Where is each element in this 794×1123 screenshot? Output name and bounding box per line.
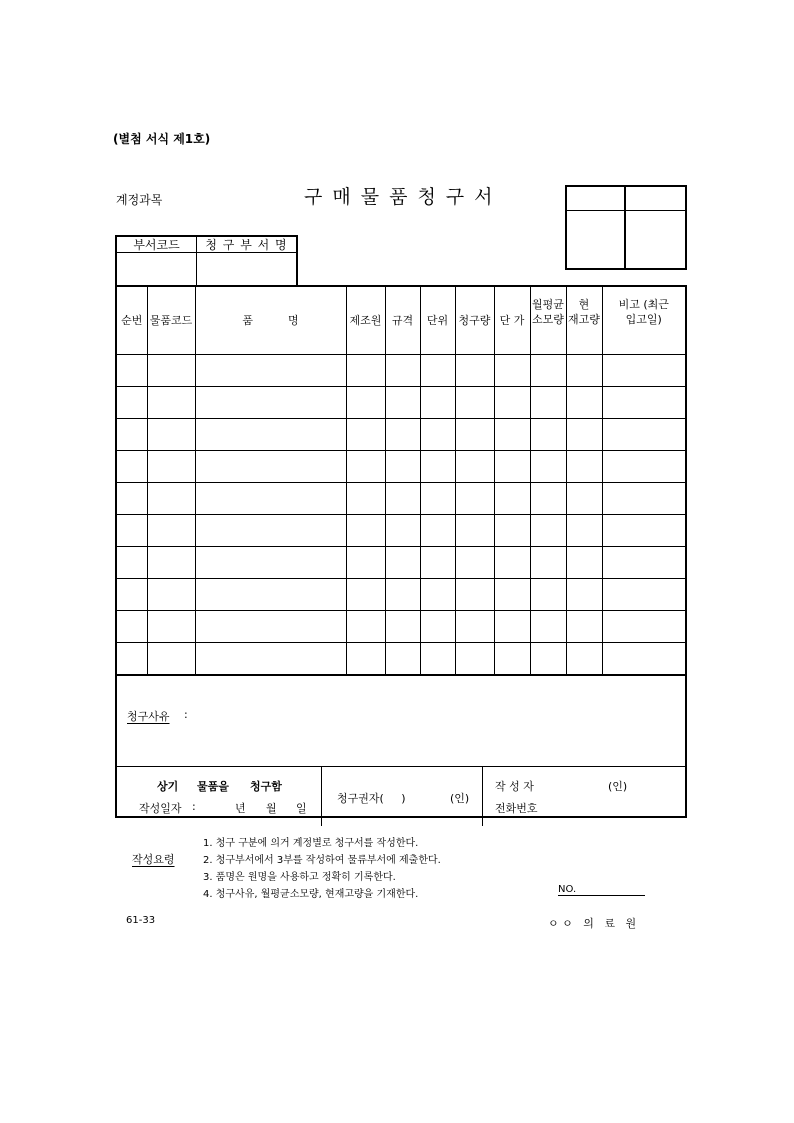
table-cell[interactable] <box>494 419 530 451</box>
date-colon: : <box>192 800 196 813</box>
table-cell[interactable] <box>602 611 685 643</box>
table-cell[interactable] <box>147 483 195 515</box>
table-cell[interactable] <box>566 451 602 483</box>
table-cell[interactable] <box>602 387 685 419</box>
date-year-unit: 년 <box>235 802 246 815</box>
table-cell[interactable] <box>195 483 346 515</box>
approval-sign-cell[interactable] <box>567 211 626 268</box>
table-cell[interactable] <box>195 643 346 675</box>
table-row <box>117 579 685 611</box>
table-cell[interactable] <box>494 355 530 387</box>
table-cell[interactable] <box>147 387 195 419</box>
table-cell[interactable] <box>566 643 602 675</box>
table-cell[interactable] <box>602 643 685 675</box>
table-cell[interactable] <box>566 483 602 515</box>
table-cell[interactable] <box>530 579 566 611</box>
table-cell[interactable] <box>195 387 346 419</box>
instruction-item: 3. 품명은 원명을 사용하고 정확히 기록한다. <box>203 872 396 883</box>
table-cell[interactable] <box>455 483 494 515</box>
col-header: 순번 <box>117 287 147 355</box>
table-cell[interactable] <box>455 355 494 387</box>
table-cell[interactable] <box>385 547 420 579</box>
table-row <box>117 387 685 419</box>
table-cell[interactable] <box>420 387 455 419</box>
table-cell[interactable] <box>566 387 602 419</box>
phone-label: 전화번호 <box>495 802 538 815</box>
table-cell[interactable] <box>117 387 147 419</box>
reason-section <box>117 675 685 766</box>
form-code: 61-33 <box>126 915 156 926</box>
col-header: 단 가 <box>494 287 530 355</box>
table-cell[interactable] <box>602 355 685 387</box>
instruction-item: 1. 청구 구분에 의거 계정별로 청구서를 작성한다. <box>203 838 419 849</box>
table-cell[interactable] <box>385 611 420 643</box>
table-cell[interactable] <box>602 419 685 451</box>
table-cell[interactable] <box>455 547 494 579</box>
table-cell[interactable] <box>346 515 385 547</box>
table-cell[interactable] <box>385 451 420 483</box>
date-label: 작성일자 <box>139 802 182 815</box>
table-cell[interactable] <box>420 483 455 515</box>
table-cell[interactable] <box>147 355 195 387</box>
col-header: 월평균 소모량 <box>530 287 566 355</box>
writer-label: 작 성 자 <box>495 780 534 793</box>
authority-block <box>321 767 482 826</box>
col-header: 단위 <box>420 287 455 355</box>
date-month-unit: 월 <box>266 802 277 815</box>
table-cell[interactable] <box>455 579 494 611</box>
table-row <box>117 515 685 547</box>
table-cell[interactable] <box>195 611 346 643</box>
reason-label: 청구사유 <box>127 710 170 723</box>
table-cell[interactable] <box>494 547 530 579</box>
table-cell[interactable] <box>455 419 494 451</box>
declaration-word: 물품을 <box>197 780 229 793</box>
table-cell[interactable] <box>195 579 346 611</box>
title-word: 물 <box>360 186 380 208</box>
table-cell[interactable] <box>494 643 530 675</box>
table-cell[interactable] <box>147 515 195 547</box>
approval-sign-cell[interactable] <box>626 211 685 268</box>
approval-cell[interactable] <box>567 187 626 211</box>
table-cell[interactable] <box>346 643 385 675</box>
table-cell[interactable] <box>530 611 566 643</box>
table-cell[interactable] <box>117 419 147 451</box>
table-cell[interactable] <box>147 579 195 611</box>
dept-name-field[interactable] <box>197 253 296 285</box>
title-word: 청 <box>417 186 436 208</box>
table-cell[interactable] <box>117 483 147 515</box>
table-cell[interactable] <box>117 547 147 579</box>
table-cell[interactable] <box>494 579 530 611</box>
title-word: 서 <box>474 186 493 208</box>
table-cell[interactable] <box>346 451 385 483</box>
col-header: 규격 <box>385 287 420 355</box>
table-cell[interactable] <box>566 355 602 387</box>
table-cell[interactable] <box>385 419 420 451</box>
title-word: 매 <box>332 186 351 208</box>
table-cell[interactable] <box>195 355 346 387</box>
declaration-word: 청구함 <box>250 780 282 793</box>
table-cell[interactable] <box>530 355 566 387</box>
dept-code-field[interactable] <box>117 253 197 285</box>
table-cell[interactable] <box>385 515 420 547</box>
table-cell[interactable] <box>455 643 494 675</box>
table-cell[interactable] <box>420 611 455 643</box>
table-cell[interactable] <box>147 643 195 675</box>
table-cell[interactable] <box>346 419 385 451</box>
table-row <box>117 611 685 643</box>
instruction-item: 2. 청구부서에서 3부를 작성하여 물류부서에 제출한다. <box>203 855 441 866</box>
table-cell[interactable] <box>117 611 147 643</box>
table-cell[interactable] <box>420 451 455 483</box>
approval-cell[interactable] <box>626 187 685 211</box>
table-cell[interactable] <box>494 387 530 419</box>
table-cell[interactable] <box>385 387 420 419</box>
table-cell[interactable] <box>530 643 566 675</box>
table-cell[interactable] <box>117 451 147 483</box>
table-cell[interactable] <box>566 579 602 611</box>
table-cell[interactable] <box>195 451 346 483</box>
table-cell[interactable] <box>530 515 566 547</box>
authority-label: 청구권자( ) <box>337 792 406 805</box>
table-cell[interactable] <box>147 611 195 643</box>
table-cell[interactable] <box>494 611 530 643</box>
table-cell[interactable] <box>420 547 455 579</box>
table-cell[interactable] <box>346 355 385 387</box>
account-subject-label: 계정과목 <box>116 193 163 207</box>
table-cell[interactable] <box>147 419 195 451</box>
table-row <box>117 355 685 387</box>
col-header: 현 재고량 <box>566 287 602 355</box>
table-cell[interactable] <box>530 387 566 419</box>
table-cell[interactable] <box>346 483 385 515</box>
department-box <box>115 235 298 287</box>
number-field[interactable] <box>558 884 645 896</box>
date-day-unit: 일 <box>296 802 307 815</box>
table-row <box>117 419 685 451</box>
table-cell[interactable] <box>566 419 602 451</box>
table-cell[interactable] <box>420 515 455 547</box>
table-cell[interactable] <box>602 515 685 547</box>
dept-code-label: 부서코드 <box>117 237 197 253</box>
table-row <box>117 547 685 579</box>
table-cell[interactable] <box>530 547 566 579</box>
table-cell[interactable] <box>385 483 420 515</box>
col-header: 청구량 <box>455 287 494 355</box>
table-cell[interactable] <box>385 643 420 675</box>
writer-block <box>482 767 685 826</box>
institution-name: ㅇ ㅇ 의 료 원 <box>548 917 637 930</box>
signature-section <box>117 766 685 826</box>
table-cell[interactable] <box>346 611 385 643</box>
table-header-row <box>117 287 685 355</box>
table-cell[interactable] <box>346 579 385 611</box>
title-word: 구 <box>304 186 323 208</box>
table-cell[interactable] <box>385 579 420 611</box>
table-cell[interactable] <box>530 451 566 483</box>
number-label: NO. <box>558 884 577 895</box>
col-header: 물품코드 <box>147 287 195 355</box>
col-header: 품 명 <box>195 287 346 355</box>
declaration-word: 상기 <box>157 780 179 793</box>
annex-label: (별첨 서식 제1호) <box>113 132 211 146</box>
dept-name-label: 청 구 부 서 명 <box>197 237 296 253</box>
reason-field[interactable] <box>197 696 675 756</box>
table-cell[interactable] <box>117 355 147 387</box>
col-header: 비고 (최근 입고일) <box>602 287 685 355</box>
table-cell[interactable] <box>494 515 530 547</box>
table-cell[interactable] <box>147 547 195 579</box>
table-cell[interactable] <box>420 355 455 387</box>
table-row <box>117 451 685 483</box>
table-cell[interactable] <box>147 451 195 483</box>
table-cell[interactable] <box>195 515 346 547</box>
instructions-list <box>203 835 441 903</box>
form-title <box>304 182 493 209</box>
table-cell[interactable] <box>385 355 420 387</box>
table-cell[interactable] <box>602 579 685 611</box>
table-cell[interactable] <box>420 419 455 451</box>
table-cell[interactable] <box>420 643 455 675</box>
title-word: 품 <box>389 186 408 208</box>
table-cell[interactable] <box>602 451 685 483</box>
writer-seal: (인) <box>608 780 628 793</box>
table-cell[interactable] <box>602 547 685 579</box>
table-cell[interactable] <box>455 387 494 419</box>
table-cell[interactable] <box>455 451 494 483</box>
reason-colon: : <box>184 708 188 721</box>
approval-box <box>565 185 687 270</box>
table-cell[interactable] <box>117 515 147 547</box>
table-cell[interactable] <box>346 547 385 579</box>
table-row <box>117 483 685 515</box>
table-cell[interactable] <box>455 611 494 643</box>
instruction-item: 4. 청구사유, 월평균소모량, 현재고량을 기재한다. <box>203 889 419 900</box>
table-cell[interactable] <box>566 611 602 643</box>
table-cell[interactable] <box>346 387 385 419</box>
table-cell[interactable] <box>195 547 346 579</box>
table-cell[interactable] <box>494 451 530 483</box>
declaration-block <box>117 767 321 826</box>
table-cell[interactable] <box>455 515 494 547</box>
table-cell[interactable] <box>195 419 346 451</box>
table-cell[interactable] <box>117 579 147 611</box>
table-cell[interactable] <box>530 419 566 451</box>
purchase-request-form <box>115 285 687 818</box>
table-cell[interactable] <box>420 579 455 611</box>
table-row <box>117 643 685 675</box>
authority-seal: (인) <box>450 792 470 805</box>
table-cell[interactable] <box>530 483 566 515</box>
table-cell[interactable] <box>566 547 602 579</box>
table-cell[interactable] <box>117 643 147 675</box>
instructions-label: 작성요령 <box>132 853 175 866</box>
table-cell[interactable] <box>602 483 685 515</box>
title-word: 구 <box>445 186 465 208</box>
table-cell[interactable] <box>566 515 602 547</box>
items-table <box>117 287 685 675</box>
table-cell[interactable] <box>494 483 530 515</box>
col-header: 제조원 <box>346 287 385 355</box>
